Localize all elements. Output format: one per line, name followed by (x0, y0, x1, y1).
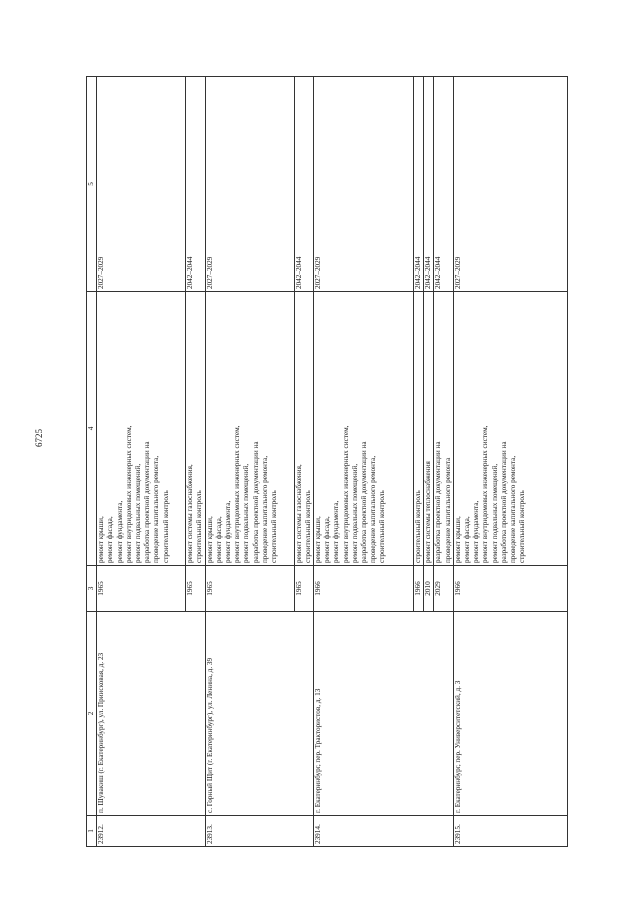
table-row (205, 77, 294, 847)
building-address: п. Шувакиш (г. Екатеринбург), ул. Приисковая, д. 23 (97, 612, 205, 816)
year-value: 1966 (453, 566, 567, 612)
year-value: 1965 (205, 566, 294, 612)
column-number: 5 (87, 77, 97, 292)
work-item: ремонт крыши, (97, 516, 106, 563)
year-value: 1965 (97, 566, 186, 612)
work-item: ремонт внутридомовых инженерных систем, (341, 425, 350, 563)
work-item: ремонт фундамента, (472, 500, 481, 563)
works-list (186, 292, 205, 566)
work-item: проведение капитального ремонта, (369, 455, 378, 563)
work-item: проведение капитального ремонта (443, 457, 452, 563)
work-item: ремонт фасада, (106, 516, 115, 563)
record-number: 23913. (205, 816, 313, 847)
work-item: ремонт крыши, (453, 516, 462, 563)
work-item: разработка проектной документации на (434, 441, 443, 563)
repair-period: 2027–2029 (314, 77, 414, 292)
repair-period: 2042–2044 (434, 77, 453, 292)
works-list (205, 292, 294, 566)
work-item: ремонт крыши, (205, 516, 214, 563)
year-value: 2010 (424, 566, 434, 612)
year-value: 1966 (314, 566, 414, 612)
repair-period: 2027–2029 (205, 77, 294, 292)
work-item: ремонт крыши, (314, 516, 323, 563)
works-list (314, 292, 414, 566)
work-item: проведение капитального ремонта, (152, 455, 161, 563)
work-item: строительный контроль (195, 490, 204, 563)
year-value: 1965 (294, 566, 313, 612)
works-list (434, 292, 453, 566)
repair-period: 2042–2044 (294, 77, 313, 292)
column-number: 4 (87, 292, 97, 566)
column-number: 3 (87, 566, 97, 612)
work-item: ремонт внутридомовых инженерных систем, (124, 425, 133, 563)
work-item: ремонт внутридомовых инженерных систем, (233, 425, 242, 563)
work-item: строительный контроль (518, 490, 527, 563)
work-item: ремонт фундамента, (115, 500, 124, 563)
capital-repair-table (86, 76, 568, 847)
record-number: 23915. (453, 816, 567, 847)
work-item: ремонт фасада, (323, 516, 332, 563)
works-list (97, 292, 186, 566)
work-item: строительный контроль (378, 490, 387, 563)
record-number: 23912. (97, 816, 205, 847)
column-number-row (87, 77, 97, 847)
column-number: 2 (87, 612, 97, 816)
work-item: строительный контроль (303, 490, 312, 563)
year-value: 1965 (186, 566, 205, 612)
work-item: проведение капитального ремонта, (260, 455, 269, 563)
work-item: ремонт подвальных помещений, (134, 463, 143, 563)
building-address: г. Екатеринбург, пер. Трактористов, д. 13 (314, 612, 454, 816)
year-value: 1966 (414, 566, 424, 612)
work-item: ремонт системы теплоснабжения (424, 461, 433, 563)
building-address: с. Горный Щит (г. Екатеринбург), ул. Ленина, д. 39 (205, 612, 313, 816)
table-row (97, 77, 186, 847)
work-item: ремонт подвальных помещений, (242, 463, 251, 563)
works-list (453, 292, 567, 566)
repair-period: 2042–2044 (414, 77, 424, 292)
page-number: 6725 (34, 429, 44, 447)
works-list (414, 292, 424, 566)
work-item: разработка проектной документации на (499, 441, 508, 563)
works-list (294, 292, 313, 566)
work-item: строительный контроль (161, 490, 170, 563)
building-address: г. Екатеринбург, пер. Университетский, д. 3 (453, 612, 567, 816)
work-item: ремонт фундамента, (224, 500, 233, 563)
record-number: 23914. (314, 816, 454, 847)
table-row (453, 77, 567, 847)
table-body (87, 77, 568, 847)
work-item: ремонт системы газоснабжения, (186, 464, 195, 563)
column-number: 1 (87, 816, 97, 847)
work-item: ремонт фасада, (214, 516, 223, 563)
work-item: разработка проектной документации на (143, 441, 152, 563)
repair-period: 2027–2029 (97, 77, 186, 292)
work-item: ремонт фасада, (463, 516, 472, 563)
rotated-table-wrapper (86, 77, 601, 847)
repair-period: 2042–2044 (424, 77, 434, 292)
work-item: строительный контроль (270, 490, 279, 563)
repair-period: 2027–2029 (453, 77, 567, 292)
work-item: строительный контроль (414, 490, 423, 563)
table-row (314, 77, 414, 847)
works-list (424, 292, 434, 566)
work-item: проведение капитального ремонта, (509, 455, 518, 563)
work-item: ремонт подвальных помещений, (490, 463, 499, 563)
work-item: разработка проектной документации на (360, 441, 369, 563)
year-value: 2029 (434, 566, 453, 612)
work-item: ремонт фундамента, (332, 500, 341, 563)
work-item: разработка проектной документации на (251, 441, 260, 563)
work-item: ремонт внутридомовых инженерных систем, (481, 425, 490, 563)
work-item: ремонт подвальных помещений, (350, 463, 359, 563)
work-item: ремонт системы газоснабжения, (294, 464, 303, 563)
repair-period: 2042–2044 (186, 77, 205, 292)
